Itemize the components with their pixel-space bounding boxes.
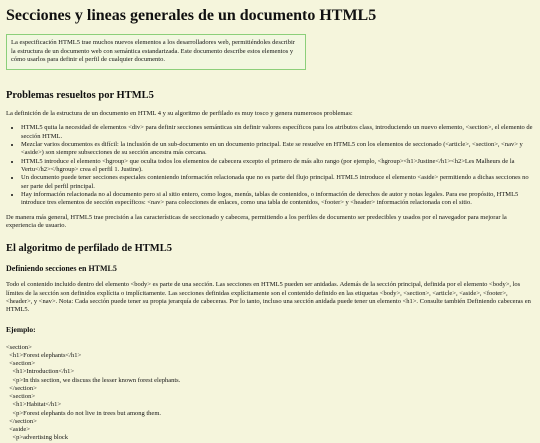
list-item: • Un documento puede tener secciones especiales conteniendo información relacionada que no es parte del flujo principal. HTML5 introduce el elemento <aside> permitiendo a dichas secciones no ser parte del perfil principal. [21, 174, 534, 191]
section-conclusion: De manera más general, HTML5 trae precisión a las características de seccionado y cabecera, permitiendo a los perfiles de documento ser predecibles y usados por el navegador para mejorar la experiencia de usuario. [6, 213, 507, 229]
subsection-paragraph: Todo el contenido incluido dentro del elemento <body> es parte de una sección. Las secciones en HTML5 pueden ser anidadas. Además de la sección principal, definida por el elemento <body>, los límites de la sección son definidos explícita o implícitamente. Las secciones definidas explícitamente son el contenido definido en las etiquetas <body>, <section>, <article>, <aside>, <footer>, <header>, y <nav>. Nota: Cada sección puede tener su propia jerarquía de cabeceras. Por lo tanto, incluso una sección anidada puede tener un elemento <h1>. Consulte también Definiendo cabeceras en HTML5. [6, 281, 531, 314]
list-item: • HTML5 quita la necesidad de elementos <div> para definir secciones semánticas sin definir valores específicos para los atributos class, introduciendo un nuevo elemento, <section>, el elemento de sección HTML. [21, 124, 534, 141]
subsection-heading: Definiendo secciones en HTML5 [6, 263, 117, 273]
page-title: Secciones y lineas generales de un documento HTML5 [6, 7, 377, 24]
code-example: <section> <h1>Forest elephants</h1> <section> <h1>Introduction</h1> <p>In this section, we discuss the lesser known forest elephants. </section> <section> <h1>Habitat</h1> <p>Forest elephants do not live in trees but among them. </section> <aside> <p>advertising block [6, 343, 181, 442]
list-item: • Mezclar varios documentos es difícil: la inclusión de un sub-documento en un documento principal. Este se resuelve en HTML5 con los elementos de seccionado (<article>, <section>, <nav> y <aside>) son siempre subsecciones de su sección ancestra más cercana. [21, 141, 534, 158]
example-heading: Ejemplo: [6, 324, 36, 334]
problems-list [6, 124, 534, 207]
list-item: • Hay información relacionada no al documento pero si al sitio entero, como logos, menús, tablas de contenidos, o información de derechos de autor y notas legales. Para ese propósito, HTML5 introduce tres elementos de sección específicos: <nav> para colecciones de enlaces, como una tabla de contenidos, <footer> y <header> información relacionada con el sitio. [21, 191, 534, 208]
section-intro: La definición de la estructura de un documento en HTML 4 y su algoritmo de perfilado es muy tosco y genera numerosos problemas: [6, 110, 353, 118]
section-heading-algorithm: El algoritmo de perfilado de HTML5 [6, 243, 172, 255]
abstract-text: La especificación HTML5 trae muchos nuevos elementos a los desarrolladores web, permitiéndoles describir la estructura de un documento web con semántica estandarizada. Este documento describe estos elementos y cómo usarlos para definir el perfil de cualquier documento. [11, 39, 295, 64]
list-item: • HTML5 introduce el elemento <hgroup> que oculta todos los elementos de cabecera excepto el primero de más alto rango (por ejemplo, <hgroup><h1>Justine</h1><h2>Les Malheurs de la Vertu</h2></hgroup> crea el perfil 1. Justine). [21, 158, 534, 175]
section-heading-problems: Problemas resueltos por HTML5 [6, 89, 154, 101]
abstract-box [6, 34, 306, 69]
